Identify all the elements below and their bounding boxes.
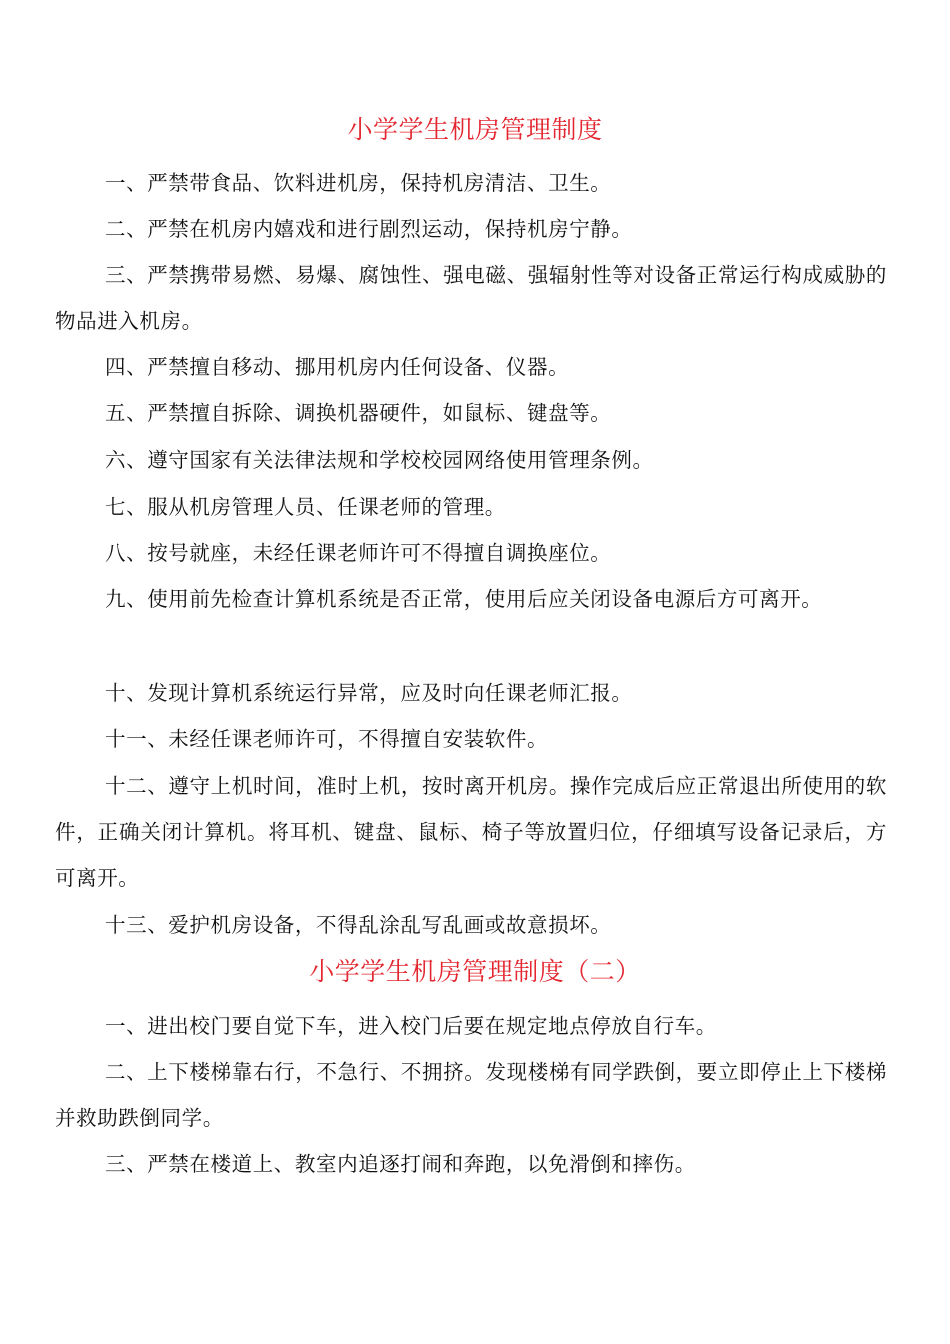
rule-paragraph: 五、严禁擅自拆除、调换机器硬件，如鼠标、键盘等。 — [105, 401, 612, 425]
rule-paragraph: 二、严禁在机房内嬉戏和进行剧烈运动，保持机房宁静。 — [105, 217, 633, 241]
section-title: 小学学生机房管理制度（二） — [309, 957, 641, 986]
rule-paragraph: 四、严禁擅自移动、挪用机房内任何设备、仪器。 — [105, 355, 570, 379]
rule-paragraph: 十三、爱护机房设备，不得乱涂乱写乱画或故意损坏。 — [105, 913, 612, 937]
rule-paragraph: 三、严禁携带易燃、易爆、腐蚀性、强电磁、强辐射性等对设备正常运行构成威胁的物品进入机房。 — [55, 263, 887, 333]
rule-paragraph: 八、按号就座，未经任课老师许可不得擅自调换座位。 — [105, 541, 612, 565]
rule-paragraph: 一、进出校门要自觉下车，进入校门后要在规定地点停放自行车。 — [105, 1014, 717, 1038]
rule-paragraph: 十二、遵守上机时间，准时上机，按时离开机房。操作完成后应正常退出所使用的软件，正确关闭计算机。将耳机、键盘、鼠标、椅子等放置归位，仔细填写设备记录后，方可离开。 — [55, 774, 887, 890]
rule-paragraph: 三、严禁在楼道上、教室内追逐打闹和奔跑，以免滑倒和摔伤。 — [105, 1152, 696, 1176]
rule-paragraph: 九、使用前先检查计算机系统是否正常，使用后应关闭设备电源后方可离开。 — [105, 587, 823, 611]
rule-paragraph: 六、遵守国家有关法律法规和学校校园网络使用管理条例。 — [105, 448, 654, 472]
rule-paragraph: 十、发现计算机系统运行异常，应及时向任课老师汇报。 — [105, 681, 633, 705]
rule-paragraph: 七、服从机房管理人员、任课老师的管理。 — [105, 495, 506, 519]
rule-paragraph: 一、严禁带食品、饮料进机房，保持机房清洁、卫生。 — [105, 171, 612, 195]
rule-paragraph: 二、上下楼梯靠右行，不急行、不拥挤。发现楼梯有同学跌倒，要立即停止上下楼梯并救助跌倒同学。 — [55, 1060, 887, 1130]
document-title: 小学学生机房管理制度 — [347, 115, 603, 144]
rule-paragraph: 十一、未经任课老师许可，不得擅自安装软件。 — [105, 727, 549, 751]
